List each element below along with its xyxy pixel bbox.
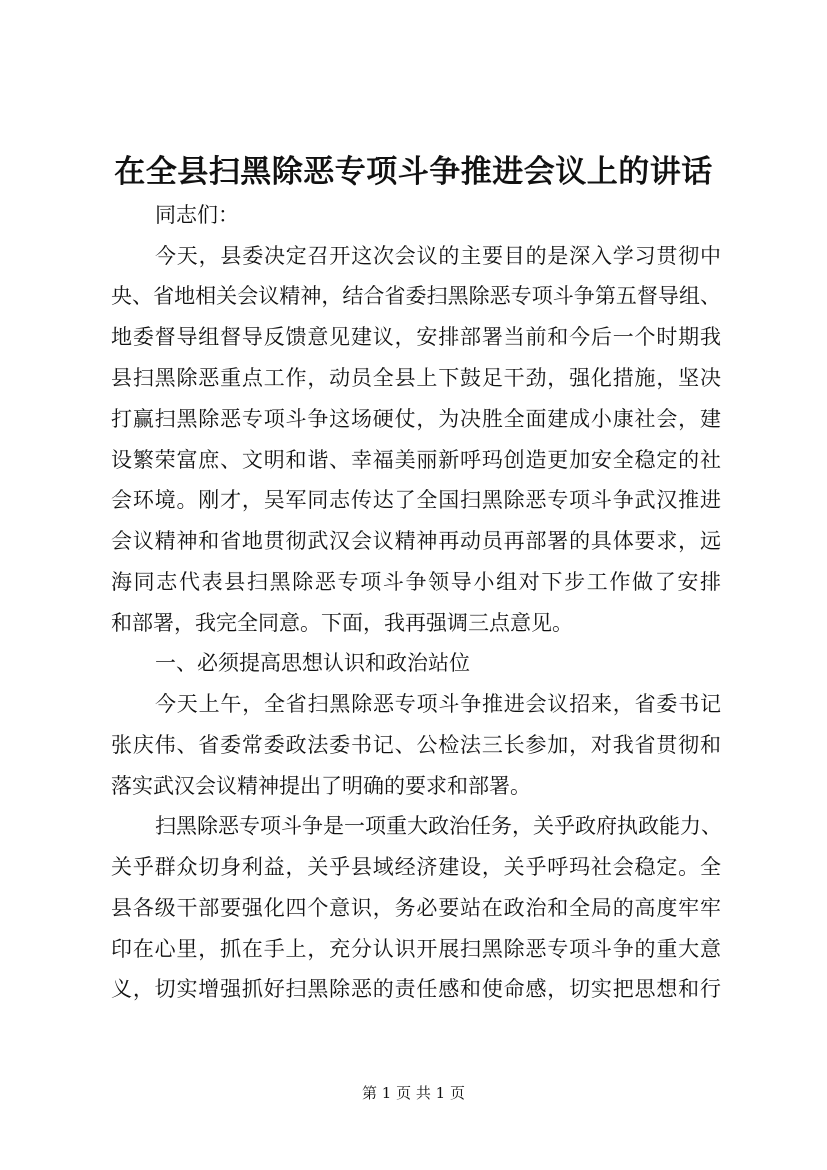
body-line: 落实武汉会议精神提出了明确的要求和部署。 — [111, 774, 531, 798]
body-line: 会议精神和省地贯彻武汉会议精神再动员再部署的具体要求，远 — [111, 529, 721, 553]
body-line: 今天，县委决定召开这次会议的主要目的是深入学习贯彻中 — [155, 244, 721, 268]
body-line: 县各级干部要强化四个意识，务必要站在政治和全局的高度牢牢 — [111, 896, 721, 920]
body-line: 印在心里，抓在手上，充分认识开展扫黑除恶专项斗争的重大意 — [111, 937, 721, 961]
page-footer: 第 1 页 共 1 页 — [362, 1084, 465, 1102]
salutation-line: 同志们： — [155, 203, 239, 227]
body-line: 和部署，我完全同意。下面，我再强调三点意见。 — [111, 611, 573, 635]
page-title: 在全县扫黑除恶专项斗争推进会议上的讲话 — [114, 154, 713, 190]
body-line: 扫黑除恶专项斗争是一项重大政治任务，关乎政府执政能力、 — [155, 814, 722, 838]
body-line: 地委督导组督导反馈意见建议，安排部署当前和今后一个时期我 — [111, 325, 721, 349]
body-line: 张庆伟、省委常委政法委书记、公检法三长参加，对我省贯彻和 — [111, 733, 721, 757]
body-line: 设繁荣富庶、文明和谐、幸福美丽新呼玛创造更加安全稳定的社 — [111, 448, 721, 472]
section-heading: 一、必须提高思想认识和政治站位 — [155, 651, 470, 675]
body-line: 县扫黑除恶重点工作，动员全县上下鼓足干劲，强化措施，坚决 — [111, 366, 721, 390]
body-line: 打赢扫黑除恶专项斗争这场硬仗，为决胜全面建成小康社会，建 — [111, 407, 721, 431]
body-line: 会环境。刚才，吴军同志传达了全国扫黑除恶专项斗争武汉推进 — [111, 488, 721, 512]
body-line: 今天上午，全省扫黑除恶专项斗争推进会议招来，省委书记 — [155, 692, 721, 716]
body-line: 海同志代表县扫黑除恶专项斗争领导小组对下步工作做了安排 — [111, 570, 721, 594]
body-line: 央、省地相关会议精神，结合省委扫黑除恶专项斗争第五督导组、 — [111, 284, 721, 308]
body-line: 义，切实增强抓好扫黑除恶的责任感和使命感，切实把思想和行 — [111, 977, 721, 1001]
body-line: 关乎群众切身利益，关乎县域经济建设，关乎呼玛社会稳定。全 — [111, 855, 721, 879]
